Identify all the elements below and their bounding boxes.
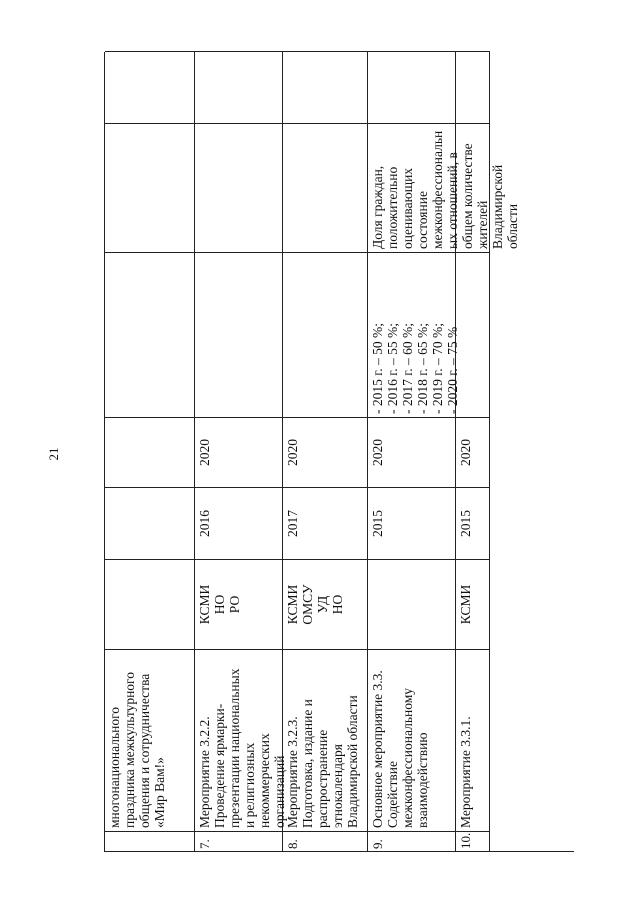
executors-cell	[368, 559, 456, 649]
rotated-page	[104, 52, 574, 852]
indicator-name-line: Доля граждан,	[370, 165, 385, 249]
executors-cell	[283, 559, 368, 649]
row-number-cell: 10.	[456, 831, 490, 851]
indicator-name-line: положительно	[385, 166, 400, 249]
executor-line: КСМИ	[197, 584, 212, 625]
event-line: Проведение ярмарки-	[212, 703, 227, 828]
end-year-cell: 2020	[195, 417, 283, 487]
indicator-name-line: жителей	[475, 200, 490, 249]
indicator-name-cell	[456, 123, 490, 252]
end-year-cell: 2020	[283, 417, 368, 487]
indicator-name-line: оценивающих	[400, 167, 415, 249]
indicator-name-cell	[283, 123, 368, 252]
extra-cell	[368, 51, 456, 123]
event-line: взаимодействию	[415, 732, 430, 828]
indicator-value-line: - 2019 г. – 70 %;	[430, 322, 445, 414]
end-year-cell: 2020	[456, 417, 490, 487]
executors-cell	[105, 559, 195, 649]
executor-line: НО	[212, 594, 227, 615]
event-line: презентации национальных	[227, 668, 242, 828]
program-table	[104, 52, 574, 852]
event-line: некоммерческих	[257, 733, 272, 828]
indicator-name-line: ых отношений, в	[445, 152, 460, 249]
indicator-values-cell	[283, 252, 368, 417]
start-year-cell: 2017	[283, 487, 368, 559]
event-line: Содействие	[385, 761, 400, 828]
executor-line: РО	[227, 595, 242, 614]
event-line: межконфессиональному	[400, 688, 415, 828]
indicator-name-line: состояние	[415, 191, 430, 249]
event-line: «Мир Вам!»	[152, 757, 167, 828]
event-line: Основное мероприятие 3.3.	[370, 670, 385, 828]
executor-line: ОМСУ	[300, 584, 315, 625]
executor-line: КСМИ	[285, 584, 300, 625]
indicator-name-line: общем количестве	[460, 143, 475, 249]
extra-cell	[105, 51, 195, 123]
indicator-name-cell	[368, 123, 520, 252]
indicator-values-cell	[105, 252, 195, 417]
event-line: Мероприятие 3.3.1.	[458, 716, 473, 828]
start-year-cell: 2015	[456, 487, 490, 559]
start-year-cell	[105, 487, 195, 559]
event-line: этнокалендаря	[330, 744, 345, 828]
row-number-cell: 8.	[283, 831, 368, 851]
indicator-value-line: - 2020 г. – 75 %	[445, 326, 460, 414]
start-year-cell: 2016	[195, 487, 283, 559]
indicator-name-cell	[105, 123, 195, 252]
end-year-cell	[105, 417, 195, 487]
indicator-name-line: межконфессиональн	[430, 130, 445, 249]
event-line: организаций	[272, 755, 287, 828]
indicator-name-line: области	[505, 203, 520, 249]
indicator-name-cell	[195, 123, 283, 252]
indicator-values-cell	[456, 252, 490, 417]
event-cell	[456, 649, 490, 831]
row-number-cell: 9.	[368, 831, 456, 851]
indicator-values-cell	[195, 252, 283, 417]
extra-cell	[456, 51, 490, 123]
event-line: праздника межкультурного	[122, 671, 137, 828]
indicator-name-line: Владимирской	[490, 164, 505, 249]
indicator-value-line: - 2018 г. – 65 %;	[415, 322, 430, 414]
end-year-cell: 2020	[368, 417, 456, 487]
table-container	[104, 52, 574, 852]
indicator-value-line: - 2016 г. – 55 %;	[385, 322, 400, 414]
executors-cell	[456, 559, 490, 649]
event-line: общения и сотрудничества	[137, 673, 152, 828]
executor-line: КСМИ	[458, 584, 473, 625]
event-line: Владимирской области	[345, 695, 360, 828]
row-number-cell: 7.	[195, 831, 283, 851]
indicator-values-cell	[368, 252, 460, 417]
event-line: и религиозных	[242, 742, 257, 828]
event-line: Подготовка, издание и	[300, 699, 315, 828]
event-cell	[105, 649, 195, 831]
event-line: распространение	[315, 729, 330, 828]
event-cell	[195, 649, 287, 831]
extra-cell	[283, 51, 368, 123]
event-line: Мероприятие 3.2.3.	[285, 716, 300, 828]
event-cell	[283, 649, 368, 831]
extra-cell	[195, 51, 283, 123]
indicator-value-line: - 2017 г. – 60 %;	[400, 322, 415, 414]
executors-cell	[195, 559, 283, 649]
executor-line: УД	[315, 595, 330, 614]
page-number: 21	[46, 447, 61, 461]
start-year-cell: 2015	[368, 487, 456, 559]
executor-line: НО	[330, 594, 345, 615]
row-number-cell	[105, 831, 195, 851]
event-cell	[368, 649, 456, 831]
event-line: Мероприятие 3.2.2.	[197, 716, 212, 828]
indicator-value-line: - 2015 г. – 50 %;	[370, 322, 385, 414]
event-line: многонационального	[107, 706, 122, 828]
